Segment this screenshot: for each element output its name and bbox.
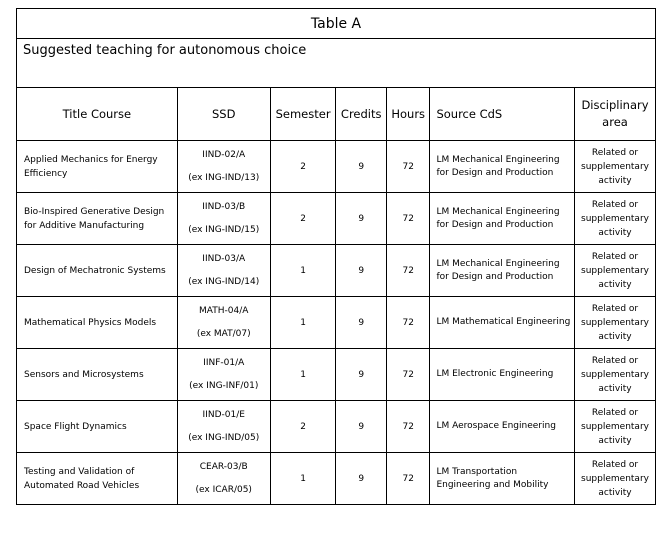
course-title-line2: for Additive Manufacturing <box>24 220 145 231</box>
course-title <box>17 193 178 245</box>
course-title-line1: Design of Mechatronic Systems <box>24 265 166 276</box>
source-cds-cell <box>430 349 575 401</box>
header-area-line2: area <box>602 115 628 129</box>
hours-cell: 72 <box>386 349 429 401</box>
area-line1: Related or <box>591 303 639 314</box>
header-credits: Credits <box>336 88 387 141</box>
course-title-line2: Automated Road Vehicles <box>24 480 140 491</box>
ssd-code: IIND-03/B <box>202 201 246 212</box>
source-line1: LM Electronic Engineering <box>436 369 554 379</box>
source-line1: LM Aerospace Engineering <box>436 421 556 431</box>
area-line3: activity <box>598 227 632 238</box>
area-line2: supplementary <box>581 421 649 432</box>
header-hours: Hours <box>386 88 429 141</box>
area-line1: Related or <box>591 251 639 262</box>
disciplinary-area-cell <box>575 141 656 193</box>
ssd-code: IINF-01/A <box>203 357 245 368</box>
source-line1: LM Mechanical Engineering <box>436 206 560 217</box>
course-title-line1: Applied Mechanics for Energy <box>24 154 158 165</box>
hours-cell: 72 <box>386 401 429 453</box>
table-row <box>17 245 656 297</box>
area-line2: supplementary <box>581 369 649 380</box>
disciplinary-area-cell <box>575 349 656 401</box>
ssd-cell <box>177 193 270 245</box>
ssd-cell <box>177 245 270 297</box>
disciplinary-area-cell <box>575 401 656 453</box>
area-line1: Related or <box>591 459 639 470</box>
source-cds-cell <box>430 453 575 505</box>
source-line2: Engineering and Mobility <box>436 479 549 490</box>
semester-cell: 1 <box>270 245 336 297</box>
ssd-former-code: (ex ING-IND/05) <box>188 432 260 443</box>
source-line1: LM Mechanical Engineering <box>436 258 560 269</box>
source-line1: LM Mathematical Engineering <box>436 317 571 327</box>
ssd-former-code: (ex ING-IND/14) <box>188 276 260 287</box>
ssd-code: MATH-04/A <box>199 305 249 316</box>
source-line2: for Design and Production <box>436 219 554 230</box>
course-title <box>17 453 178 505</box>
hours-cell: 72 <box>386 297 429 349</box>
area-line2: supplementary <box>581 265 649 276</box>
area-line1: Related or <box>591 147 639 158</box>
table-row <box>17 141 656 193</box>
credits-cell: 9 <box>336 401 387 453</box>
course-title-line1: Space Flight Dynamics <box>24 421 127 432</box>
disciplinary-area-cell <box>575 453 656 505</box>
area-line2: supplementary <box>581 317 649 328</box>
ssd-code: IIND-01/E <box>202 409 245 420</box>
table-row <box>17 297 656 349</box>
ssd-former-code: (ex ING-IND/13) <box>188 172 260 183</box>
credits-cell: 9 <box>336 297 387 349</box>
header-row <box>17 88 656 141</box>
source-cds-cell <box>430 141 575 193</box>
ssd-cell <box>177 349 270 401</box>
course-title <box>17 141 178 193</box>
semester-cell: 2 <box>270 401 336 453</box>
course-title <box>17 245 178 297</box>
course-title <box>17 297 178 349</box>
area-line3: activity <box>598 487 632 498</box>
area-line1: Related or <box>591 407 639 418</box>
credits-cell: 9 <box>336 453 387 505</box>
table-row <box>17 349 656 401</box>
credits-cell: 9 <box>336 193 387 245</box>
ssd-former-code: (ex ING-IND/15) <box>188 224 260 235</box>
source-line1: LM Mechanical Engineering <box>436 154 560 165</box>
credits-cell: 9 <box>336 141 387 193</box>
table-a <box>16 8 656 505</box>
hours-cell: 72 <box>386 453 429 505</box>
ssd-code: CEAR-03/B <box>199 461 248 472</box>
header-ssd: SSD <box>177 88 270 141</box>
area-line3: activity <box>598 331 632 342</box>
disciplinary-area-cell <box>575 193 656 245</box>
hours-cell: 72 <box>386 193 429 245</box>
table-body <box>17 141 656 505</box>
ssd-cell <box>177 401 270 453</box>
table-subtitle: Suggested teaching for autonomous choice <box>17 39 656 88</box>
source-line2: for Design and Production <box>436 271 554 282</box>
hours-cell: 72 <box>386 141 429 193</box>
course-title <box>17 349 178 401</box>
hours-cell: 72 <box>386 245 429 297</box>
area-line3: activity <box>598 383 632 394</box>
semester-cell: 2 <box>270 193 336 245</box>
semester-cell: 1 <box>270 453 336 505</box>
course-title <box>17 401 178 453</box>
disciplinary-area-cell <box>575 297 656 349</box>
source-cds-cell <box>430 193 575 245</box>
area-line3: activity <box>598 435 632 446</box>
table-row <box>17 453 656 505</box>
table-title: Table A <box>17 9 656 39</box>
area-line2: supplementary <box>581 213 649 224</box>
disciplinary-area-cell <box>575 245 656 297</box>
header-source-cds: Source CdS <box>430 88 575 141</box>
ssd-code: IIND-03/A <box>202 253 246 264</box>
course-title-line1: Mathematical Physics Models <box>24 317 157 328</box>
ssd-cell <box>177 453 270 505</box>
header-disciplinary-area <box>575 88 656 141</box>
source-cds-cell <box>430 297 575 349</box>
area-line3: activity <box>598 279 632 290</box>
table-row <box>17 401 656 453</box>
credits-cell: 9 <box>336 245 387 297</box>
source-cds-cell <box>430 245 575 297</box>
area-line2: supplementary <box>581 473 649 484</box>
header-semester: Semester <box>270 88 336 141</box>
area-line2: supplementary <box>581 161 649 172</box>
source-line2: for Design and Production <box>436 167 554 178</box>
ssd-cell <box>177 141 270 193</box>
source-cds-cell <box>430 401 575 453</box>
course-title-line1: Bio-Inspired Generative Design <box>24 206 165 217</box>
course-title-line2: Efficiency <box>24 168 68 179</box>
ssd-former-code: (ex ICAR/05) <box>195 484 252 495</box>
table-row <box>17 193 656 245</box>
header-area-line1: Disciplinary <box>581 98 649 112</box>
ssd-former-code: (ex MAT/07) <box>196 328 251 339</box>
area-line1: Related or <box>591 355 639 366</box>
credits-cell: 9 <box>336 349 387 401</box>
semester-cell: 1 <box>270 349 336 401</box>
semester-cell: 2 <box>270 141 336 193</box>
area-line1: Related or <box>591 199 639 210</box>
course-title-line1: Sensors and Microsystems <box>24 369 144 380</box>
semester-cell: 1 <box>270 297 336 349</box>
ssd-cell <box>177 297 270 349</box>
header-title-course: Title Course <box>17 88 178 141</box>
ssd-code: IIND-02/A <box>202 149 246 160</box>
ssd-former-code: (ex ING-INF/01) <box>189 380 259 391</box>
course-title-line1: Testing and Validation of <box>24 466 135 477</box>
area-line3: activity <box>598 175 632 186</box>
source-line1: LM Transportation <box>436 466 518 477</box>
